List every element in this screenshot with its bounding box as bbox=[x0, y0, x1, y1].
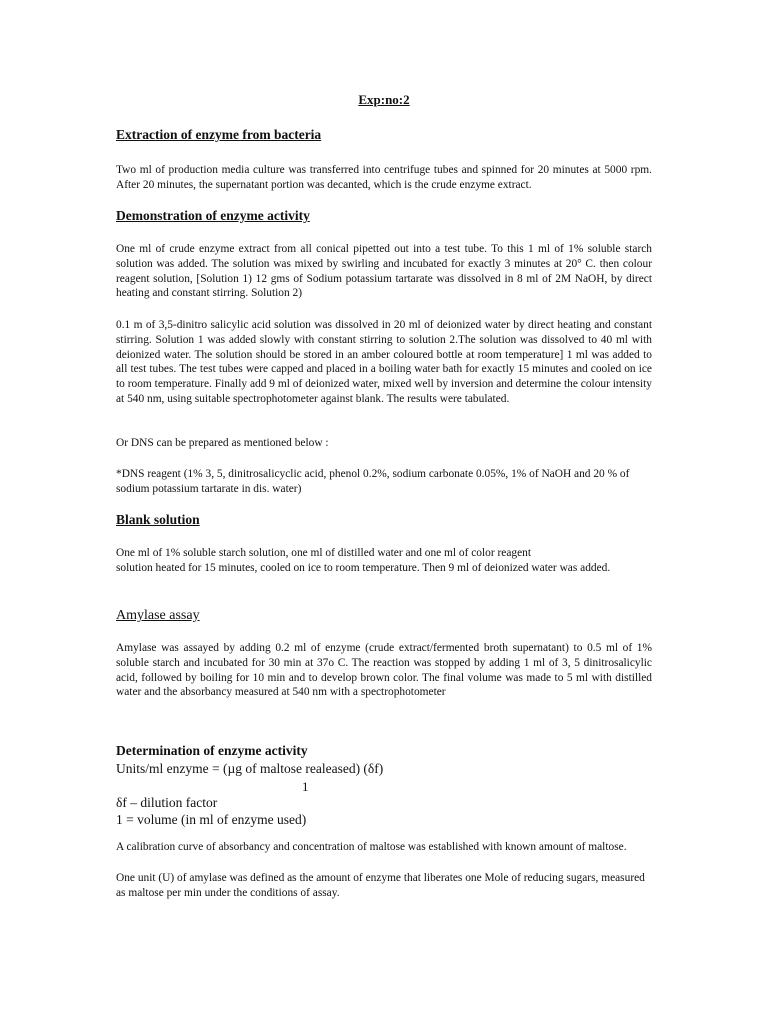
heading-amylase-assay: Amylase assay bbox=[116, 608, 200, 623]
heading-demonstration: Demonstration of enzyme activity bbox=[116, 208, 310, 223]
para-blank-rest: solution heated for 15 minutes, cooled on ice to room temperature. Then 9 ml of deionized water was added. bbox=[116, 562, 611, 574]
formula-denominator: 1 bbox=[302, 779, 309, 794]
para-amylase-assay: Amylase was assayed by adding 0.2 ml of enzyme (crude extract/fermented broth supernatant) to 0.5 ml of 1% soluble starch and incubated for 30 min at 37o C. The reaction was stopped by adding 1 ml of 3, 5 dinitrosalicylic acid, followed by boiling for 10 min and to develop brown color. The final volume was made to 5 ml with distilled water and the absorbancy measured at 540 nm with a spectrophotometer bbox=[116, 642, 652, 699]
heading-determination: Determination of enzyme activity bbox=[116, 743, 308, 758]
para-demonstration-1: One ml of crude enzyme extract from all conical pipetted out into a test tube. To this 1 ml of 1% soluble starch solution was added. The solution was mixed by swirling and incubated for exactly 3 minutes at 20° C. then colour reagent solution, [Solution 1) 12 gms of Sodium potassium tartarate was dissolved in 8 ml of 2M NaOH, by direct heating and constant stirring. Solution 2) bbox=[116, 243, 652, 300]
para-unit-definition: One unit (U) of amylase was defined as the amount of enzyme that liberates one Mole of reducing sugars, measured as maltose per min under the conditions of assay. bbox=[116, 872, 645, 899]
para-calibration-curve: A calibration curve of absorbancy and concentration of maltose was established with known amount of maltose. bbox=[116, 841, 627, 853]
heading-blank-solution: Blank solution bbox=[116, 512, 200, 527]
para-demonstration-3: Or DNS can be prepared as mentioned below : bbox=[116, 437, 329, 449]
para-extraction: Two ml of production media culture was transferred into centrifuge tubes and spinned for 20 minutes at 5000 rpm. After 20 minutes, the supernatant portion was decanted, which is the crude enzyme extract. bbox=[116, 164, 652, 191]
para-demonstration-2: 0.1 m of 3,5-dinitro salicylic acid solution was dissolved in 20 ml of deionized water by direct heating and constant stirring. Solution 1 was added slowly with constant stirring to solution 2.The solution was dissolved to 40 ml with deionized water. The solution should be stored in an amber coloured bottle at room temperature] 1 ml was added to all test tubes. The test tubes were capped and placed in a boiling water bath for exactly 15 minutes and cooled on ice to room temperature. Finally add 9 ml of deionized water, mixed well by inversion and determine the colour intensity at 540 nm, using suitable spectrophotometer against blank. The results were tabulated. bbox=[116, 319, 652, 405]
para-blank-line1: One ml of 1% soluble starch solution, one ml of distilled water and one ml of color reagent bbox=[116, 547, 532, 559]
experiment-number: Exp:no:2 bbox=[358, 92, 410, 107]
definition-volume: 1 = volume (in ml of enzyme used) bbox=[116, 812, 307, 827]
heading-extraction: Extraction of enzyme from bacteria bbox=[116, 127, 322, 142]
definition-dilution-factor: δf – dilution factor bbox=[116, 795, 218, 810]
formula-units: Units/ml enzyme = (µg of maltose realeased) (δf) bbox=[116, 761, 384, 776]
para-dns-reagent: *DNS reagent (1% 3, 5, dinitrosalicyclic acid, phenol 0.2%, sodium carbonate 0.05%, 1% of NaOH and 20 % of sodium potassium tartarate in dis. water) bbox=[116, 468, 630, 495]
